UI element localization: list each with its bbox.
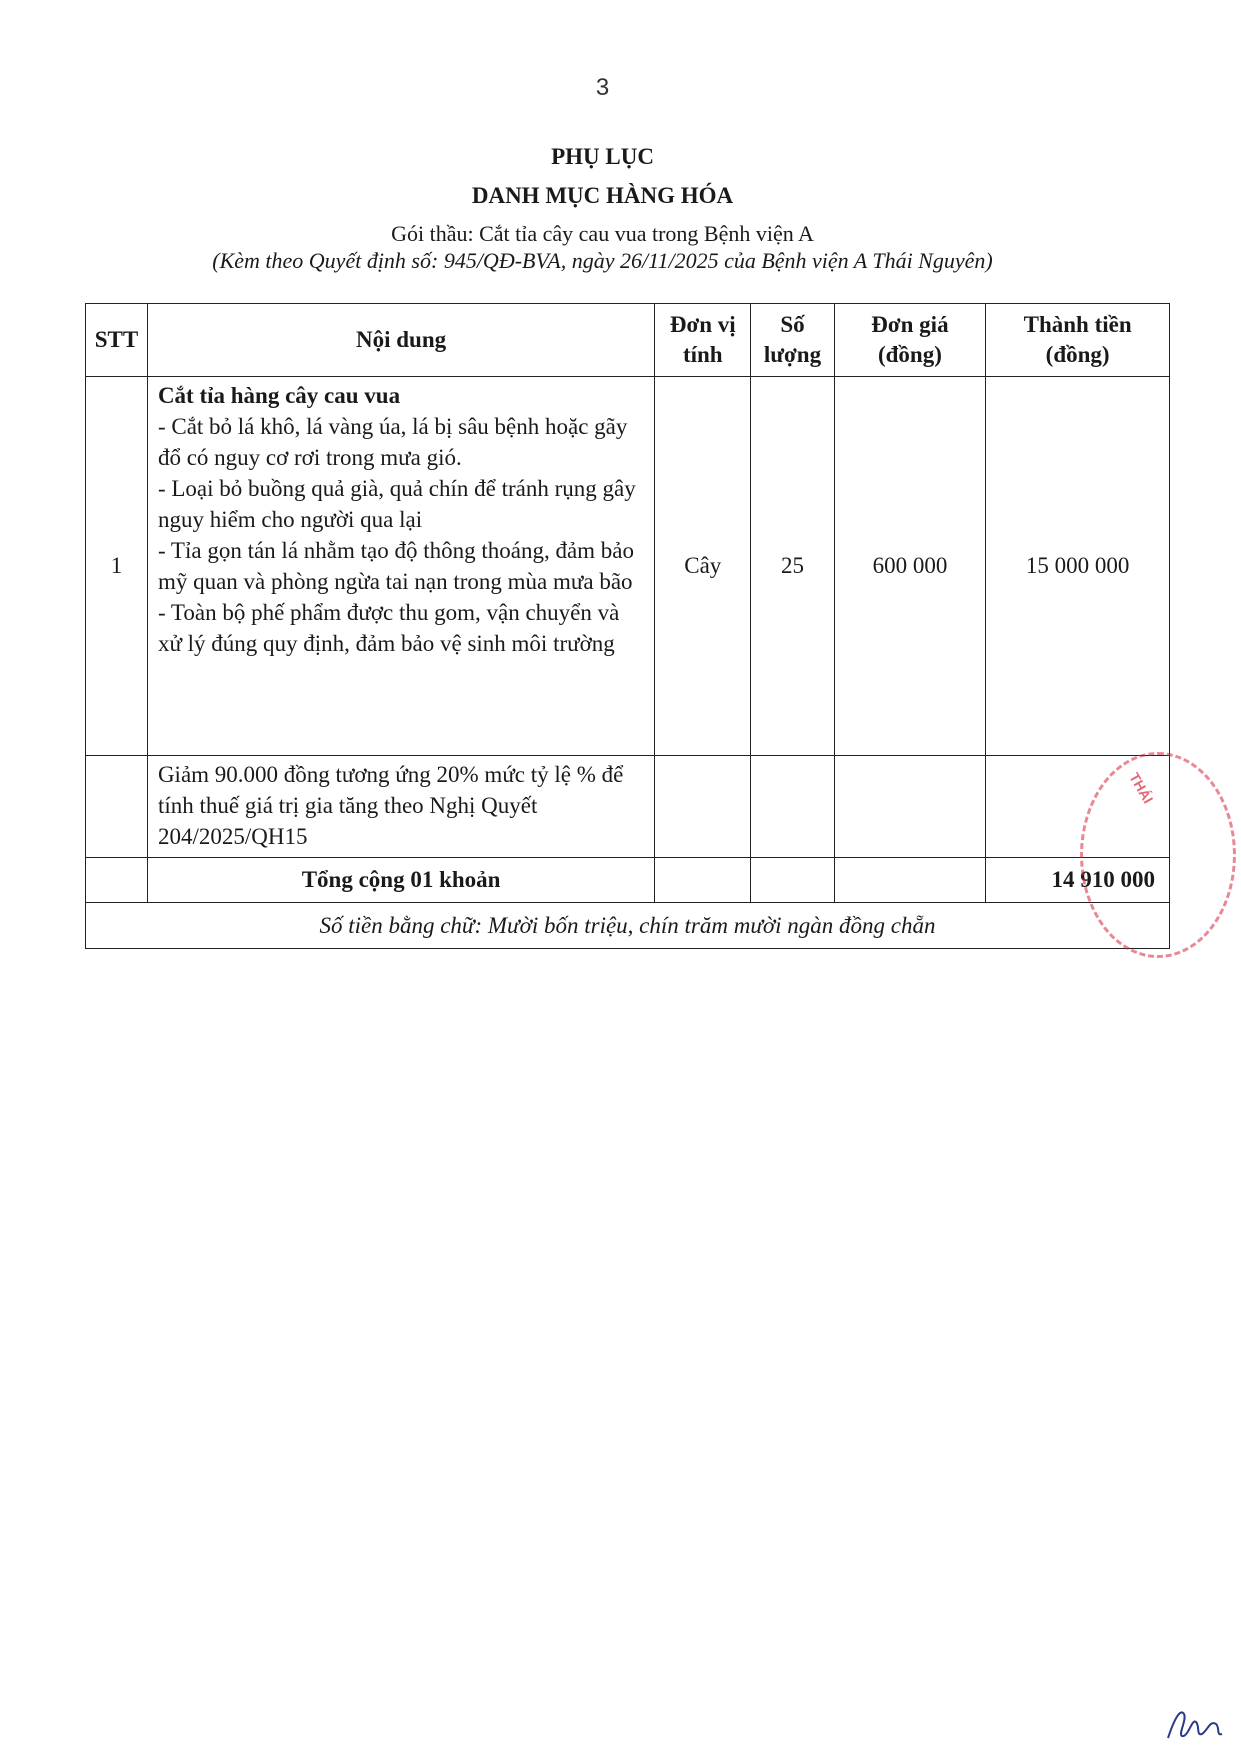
header-quantity-line1: Số — [780, 312, 805, 337]
sum-qty-cell — [751, 858, 834, 903]
header-unit-line2: tính — [682, 342, 723, 367]
item-quantity: 25 — [751, 377, 834, 756]
amount-words-row — [86, 903, 1170, 949]
sum-stt-cell — [86, 858, 148, 903]
discount-text: Giảm 90.000 đồng tương ứng 20% mức tỷ lệ % để tính thuế giá trị gia tăng theo Nghị Quyết 204/2025/QH15 — [147, 756, 654, 858]
header-price-line2: (đồng) — [877, 342, 942, 367]
page-number: 3 — [595, 74, 610, 101]
header-total-line2: (đồng) — [1045, 342, 1110, 367]
decision-note: (Kèm theo Quyết định số: 945/QĐ-BVA, ngày 26/11/2025 của Bệnh viện A Thái Nguyên) — [212, 248, 993, 273]
item-line: - Tỉa gọn tán lá nhằm tạo độ thông thoáng, đảm bảo mỹ quan và phòng ngừa tai nạn trong mùa mưa bão — [157, 538, 635, 594]
header-unit-price — [834, 304, 986, 377]
header-price-line1: Đơn giá — [871, 312, 949, 337]
item-unit-price: 600 000 — [834, 377, 986, 756]
stamp-text: THÁI — [1126, 769, 1157, 807]
table-row — [86, 377, 1170, 756]
amount-in-words: Số tiền bằng chữ: Mười bốn triệu, chín trăm mười ngàn đồng chẵn — [86, 903, 1170, 949]
header-unit-line1: Đơn vị — [669, 312, 736, 337]
header-total — [986, 304, 1170, 377]
discount-row — [86, 756, 1170, 858]
header-total-line1: Thành tiền — [1023, 312, 1132, 337]
header-quantity — [751, 304, 834, 377]
item-content — [147, 377, 654, 756]
discount-qty-cell — [751, 756, 834, 858]
header-unit — [655, 304, 751, 377]
header-stt: STT — [86, 304, 148, 377]
sum-value: 14 910 000 — [986, 858, 1170, 903]
list-heading: DANH MỤC HÀNG HÓA — [471, 183, 734, 208]
item-total: 15 000 000 — [986, 377, 1170, 756]
table-header-row — [86, 304, 1170, 377]
red-stamp — [1080, 752, 1236, 958]
sum-price-cell — [834, 858, 986, 903]
sum-unit-cell — [655, 858, 751, 903]
header-content: Nội dung — [147, 304, 654, 377]
item-line: - Toàn bộ phế phẩm được thu gom, vận chuyển và xử lý đúng quy định, đảm bảo vệ sinh môi trường — [157, 600, 620, 656]
item-heading: Cắt tỉa hàng cây cau vua — [157, 383, 401, 408]
package-subtitle: Gói thầu: Cắt tỉa cây cau vua trong Bệnh viện A — [391, 221, 814, 246]
goods-table — [85, 303, 1170, 949]
sum-label: Tổng cộng 01 khoản — [147, 858, 654, 903]
discount-unit-cell — [655, 756, 751, 858]
item-stt: 1 — [86, 377, 148, 756]
item-line: - Loại bỏ buồng quả già, quả chín để tránh rụng gây nguy hiểm cho người qua lại — [157, 476, 636, 532]
discount-stt-cell — [86, 756, 148, 858]
sum-row — [86, 858, 1170, 903]
item-unit: Cây — [655, 377, 751, 756]
item-line: - Cắt bỏ lá khô, lá vàng úa, lá bị sâu bệnh hoặc gãy đổ có nguy cơ rơi trong mưa gió. — [157, 414, 628, 470]
appendix-title: PHỤ LỤC — [551, 144, 654, 169]
signature-icon — [1160, 1700, 1230, 1745]
header-quantity-line2: lượng — [763, 342, 822, 367]
discount-price-cell — [834, 756, 986, 858]
